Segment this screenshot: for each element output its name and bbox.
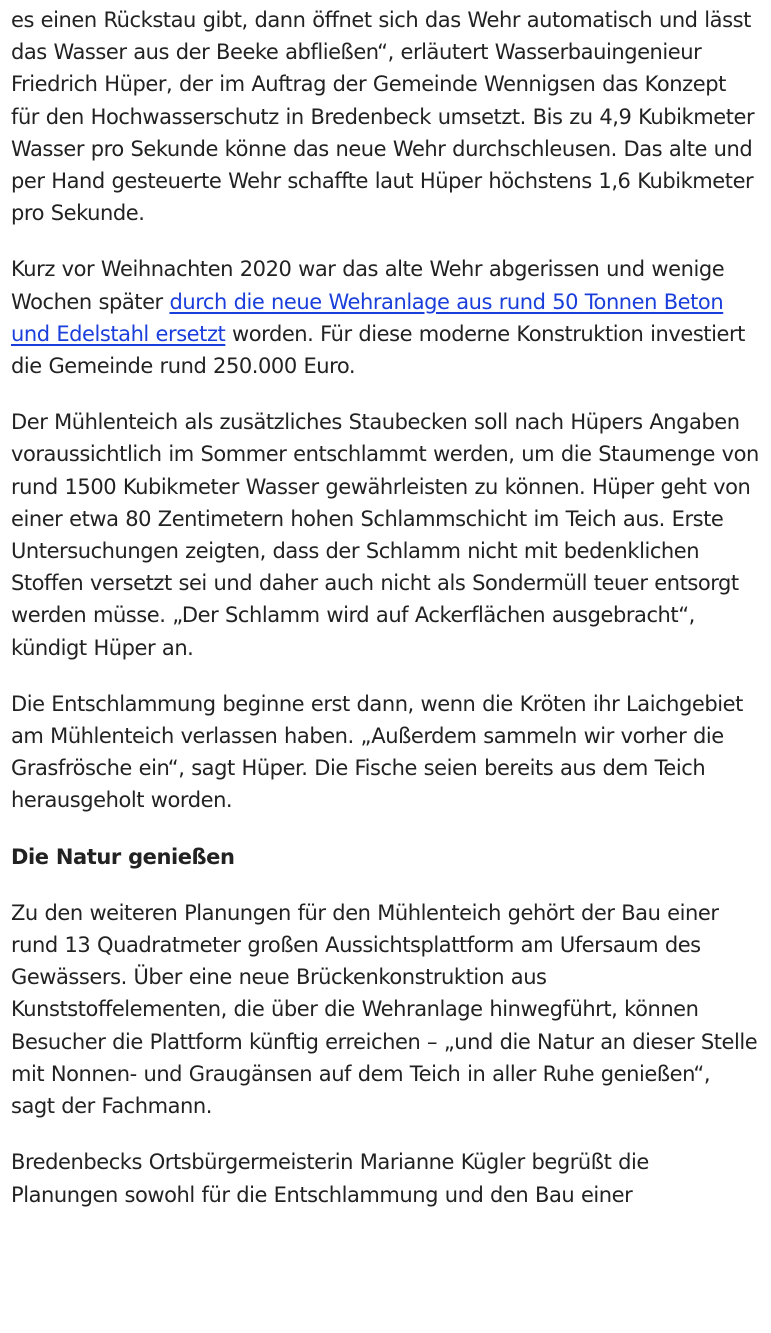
paragraph-neue-wehranlage: [11, 253, 760, 382]
paragraph-text: worden. Für diese moderne Konstruktion investiert die Gemeinde rund 250.000 Euro.: [11, 321, 745, 379]
paragraph-text: Kurz vor Weihnachten 2020 war das alte Wehr abgerissen und wenige Wochen später: [11, 257, 725, 314]
paragraph-wehr-automatik: es einen Rückstau gibt, dann öffnet sich das Wehr automatisch und lässt das Wasser aus der Beeke abfließen“, erläutert Wasserbauingenieur Friedrich Hüper, der im Auftrag der Gemeinde Wennigsen das Konzept für den Hochwasserschutz in Bredenbeck umsetzt. Bis zu 4,9 Kubikmeter Wasser pro Sekunde könne das neue Wehr durchschleusen. Das alte und per Hand gesteuerte Wehr schaffte laut Hüper höchstens 1,6 Kubikmeter pro Sekunde.: [11, 8, 755, 226]
wehranlage-article-link[interactable]: durch die neue Wehranlage aus rund 50 Tonnen Beton und Edelstahl ersetzt: [11, 289, 724, 346]
paragraph-entschlammung-plan: Der Mühlenteich als zusätzliches Staubecken soll nach Hüpers Angaben voraussichtlich im Sommer entschlammt werden, um die Staumenge von rund 1500 Kubikmeter Wasser gewährleisten zu können. Hüper geht von einer etwa 80 Zentimetern hohen Schlammschicht im Teich aus. Erste Untersuchungen zeigten, dass der Schlamm nicht mit bedenklichen Stoffen versetzt sei und daher auch nicht als Sondermüll teuer entsorgt werden müsse. „Der Schlamm wird auf Ackerflächen ausgebracht“, kündigt Hüper an.: [11, 410, 759, 660]
paragraph-kroeten: Die Entschlammung beginne erst dann, wenn die Kröten ihr Laichgebiet am Mühlenteich verlassen haben. „Außerdem sammeln wir vorher die Grasfrösche ein“, sagt Hüper. Die Fische seien bereits aus dem Teich herausgeholt worden.: [11, 691, 743, 813]
section-heading: Die Natur genießen: [11, 844, 235, 869]
paragraph-aussichtsplattform: Zu den weiteren Planungen für den Mühlenteich gehört der Bau einer rund 13 Quadratmeter großen Aussichtsplattform am Ufersaum des Gewässers. Über eine neue Brückenkonstruktion aus Kunststoffelementen, die über die Wehranlage hinwegführt, können Besucher die Plattform künftig erreichen – „und die Natur an dieser Stelle mit Nonnen- und Graugänsen auf dem Teich in aller Ruhe genießen“, sagt der Fachmann.: [11, 900, 758, 1119]
paragraph-ortsbuergermeisterin: Bredenbecks Ortsbürgermeisterin Marianne Kügler begrüßt die Planungen sowohl für die Entschlammung und den Bau einer: [11, 1150, 649, 1207]
